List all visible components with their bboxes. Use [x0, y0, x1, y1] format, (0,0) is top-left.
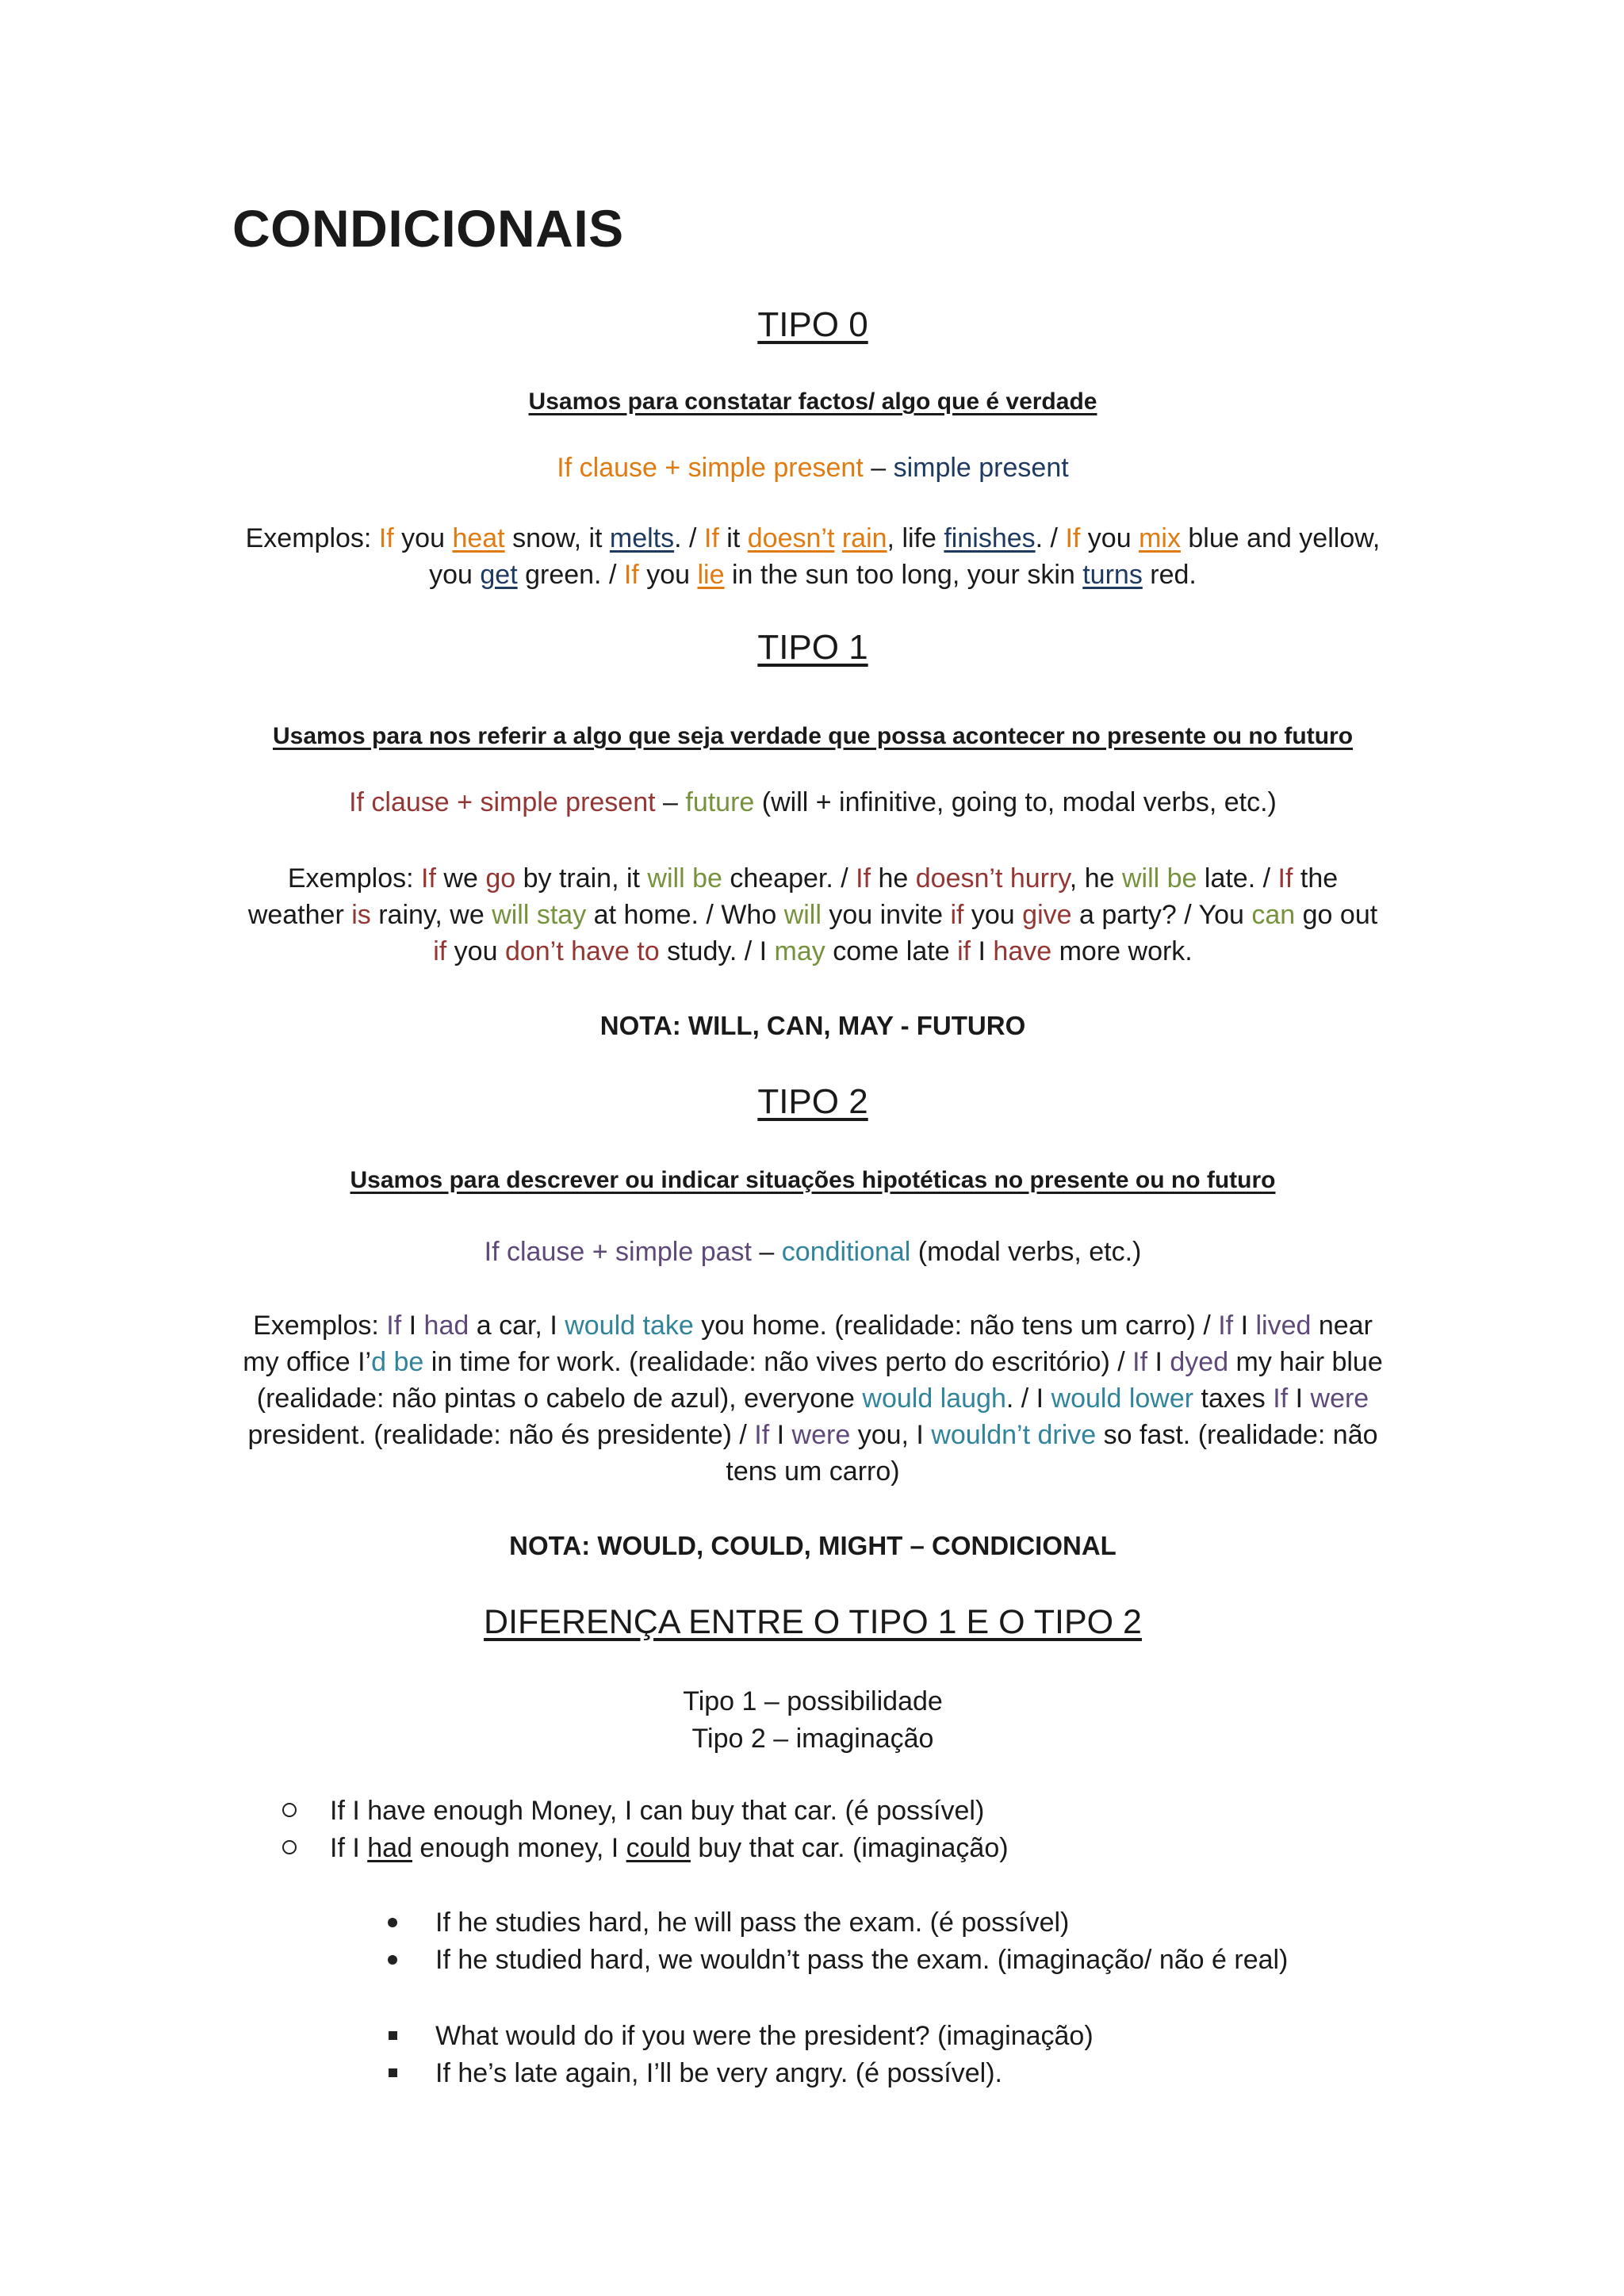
dot-bullet-icon: [388, 1955, 397, 1965]
highlighted-text: If: [1277, 863, 1293, 894]
highlighted-text: If: [421, 863, 436, 894]
text-run: I: [971, 936, 994, 966]
circle-bullet-icon: [282, 1840, 297, 1854]
highlighted-text: If: [856, 863, 871, 894]
text-run: near my office I’: [243, 1311, 1373, 1377]
formula-condition: If clause + simple past: [484, 1237, 752, 1267]
text-run: you: [1080, 523, 1139, 553]
text-run: I: [769, 1420, 792, 1450]
tipo1-heading: TIPO 1: [757, 628, 868, 667]
text-run: . /: [1035, 523, 1066, 553]
highlighted-text: will stay: [492, 900, 587, 930]
text-run: buy that car. (imaginação): [690, 1833, 1009, 1863]
list-item: [282, 1793, 1009, 1830]
text-run: by train, it: [515, 863, 648, 894]
formula-result: simple present: [893, 453, 1069, 483]
highlighted-text: if: [433, 936, 447, 966]
text-run: I: [1233, 1311, 1256, 1341]
list-item-text: If he’s late again, I’ll be very angry. (é possível).: [435, 2058, 1002, 2088]
text-run: taxes: [1193, 1383, 1274, 1414]
highlighted-text: would lower: [1051, 1383, 1194, 1414]
text-run: it: [718, 523, 748, 553]
highlighted-text: get: [480, 560, 518, 590]
text-run: , life: [887, 523, 944, 553]
text-run: a car, I: [469, 1311, 565, 1341]
list-item-text: If he studied hard, we wouldn’t pass the exam. (imaginação/ não é real): [435, 1945, 1289, 1975]
formula-result: conditional: [781, 1237, 911, 1267]
formula-dash: –: [863, 453, 894, 483]
text-run: you home. (realidade: não tens um carro) /: [693, 1311, 1219, 1341]
list-item: [386, 2055, 1094, 2092]
diferenca-tipo2-line: Tipo 2 – imaginação: [691, 1724, 934, 1754]
list-item: [386, 2018, 1094, 2055]
highlighted-text: If: [754, 1420, 770, 1450]
text-run: green. /: [517, 560, 624, 590]
text-run: cheaper. /: [722, 863, 856, 894]
text-run: [834, 523, 841, 553]
text-run: the weather: [247, 863, 1339, 930]
tipo1-formula: [214, 787, 1411, 818]
tipo2-formula: [214, 1237, 1411, 1268]
tipo2-examples: [238, 1307, 1388, 1490]
formula-dash: –: [751, 1237, 782, 1267]
highlighted-text: had: [423, 1311, 469, 1341]
highlighted-text: would laugh: [862, 1383, 1006, 1414]
tipo1-subtitle: Usamos para nos referir a algo que seja verdade que possa acontecer no presente ou no futuro: [272, 723, 1354, 749]
text-run: rainy, we: [370, 900, 492, 930]
square-bullet-icon: [389, 2031, 397, 2040]
highlighted-text: If: [378, 523, 394, 553]
text-run: If I have enough Money, I can buy that car. (é possível): [330, 1796, 985, 1826]
square-bullet-icon: [389, 2068, 397, 2077]
text-run: in the sun too long, your skin: [724, 560, 1083, 590]
text-run: you invite: [821, 900, 951, 930]
text-run: at home. / Who: [586, 900, 784, 930]
text-run: you: [638, 560, 698, 590]
text-run: , he: [1069, 863, 1122, 894]
list-item: [386, 1942, 1288, 1979]
highlighted-text: rain: [841, 523, 887, 553]
highlighted-text: would take: [565, 1311, 694, 1341]
highlighted-text: go: [485, 863, 516, 894]
list-item: [282, 1830, 1009, 1867]
tipo2-note: NOTA: WOULD, COULD, MIGHT – CONDICIONAL: [509, 1531, 1116, 1560]
text-run: late. /: [1197, 863, 1278, 894]
list-item: [386, 1904, 1288, 1942]
text-run: you: [393, 523, 453, 553]
list-item-text: [330, 1833, 1009, 1863]
highlighted-text: If: [386, 1311, 402, 1341]
text-run: . /: [674, 523, 704, 553]
text-run: president. (realidade: não és presidente) /: [247, 1420, 755, 1450]
text-run: more work.: [1051, 936, 1193, 966]
text-run: you: [963, 900, 1023, 930]
highlighted-text: don’t have to: [504, 936, 660, 966]
text-run: I: [1147, 1347, 1170, 1377]
highlighted-text: will be: [1121, 863, 1197, 894]
highlighted-text: give: [1022, 900, 1072, 930]
circle-bullet-icon: [282, 1803, 297, 1817]
highlighted-text: can: [1251, 900, 1296, 930]
text-run: study. / I: [659, 936, 775, 966]
formula-dash: –: [655, 787, 686, 817]
text-run: Exemplos:: [245, 523, 379, 553]
formula-extra: (will + infinitive, going to, modal verbs, etc.): [754, 787, 1277, 817]
tipo2-subtitle: Usamos para descrever ou indicar situações hipotéticas no presente ou no futuro: [350, 1167, 1276, 1193]
text-run: blue and yellow, you: [429, 523, 1381, 590]
highlighted-text: dyed: [1170, 1347, 1229, 1377]
highlighted-text: will be: [647, 863, 722, 894]
tipo0-formula: [214, 453, 1411, 484]
dot-bullet-list: [386, 1904, 1288, 1979]
highlighted-text: melts: [609, 523, 675, 553]
highlighted-text: doesn’t hurry: [915, 863, 1070, 894]
formula-condition: If clause + simple present: [349, 787, 656, 817]
square-bullet-list: [386, 2018, 1094, 2092]
circle-bullet-list: [282, 1793, 1009, 1867]
tipo0-heading: TIPO 0: [757, 305, 868, 344]
highlighted-text: could: [626, 1833, 691, 1863]
text-run: . / I: [1005, 1383, 1051, 1414]
tipo0-examples: [238, 520, 1388, 593]
text-run: in time for work. (realidade: não vives perto do escritório) /: [423, 1347, 1133, 1377]
list-item-text: [330, 1796, 984, 1826]
highlighted-text: have: [993, 936, 1052, 966]
highlighted-text: if: [957, 936, 971, 966]
text-run: I: [1288, 1383, 1311, 1414]
highlighted-text: lived: [1255, 1311, 1312, 1341]
highlighted-text: If: [1273, 1383, 1289, 1414]
highlighted-text: lie: [697, 560, 725, 590]
page-title: CONDICIONAIS: [232, 199, 624, 258]
text-run: so fast. (realidade: não tens um carro): [726, 1420, 1378, 1487]
highlighted-text: is: [351, 900, 371, 930]
highlighted-text: were: [1310, 1383, 1369, 1414]
text-run: you, I: [850, 1420, 932, 1450]
highlighted-text: If: [703, 523, 719, 553]
text-run: we: [435, 863, 486, 894]
text-run: my hair blue (realidade: não pintas o cabelo de azul), everyone: [256, 1347, 1383, 1414]
highlighted-text: If: [1218, 1311, 1234, 1341]
highlighted-text: if: [950, 900, 964, 930]
text-run: a party? / You: [1071, 900, 1252, 930]
tipo2-heading: TIPO 2: [757, 1082, 868, 1121]
highlighted-text: wouldn’t drive: [931, 1420, 1097, 1450]
text-run: he: [871, 863, 916, 894]
diferenca-tipo1-line: Tipo 1 – possibilidade: [683, 1686, 943, 1716]
text-run: go out: [1295, 900, 1378, 930]
highlighted-text: had: [367, 1833, 412, 1863]
highlighted-text: If: [623, 560, 639, 590]
list-item-text: If he studies hard, he will pass the exam. (é possível): [435, 1908, 1070, 1938]
text-run: Exemplos:: [253, 1311, 387, 1341]
highlighted-text: If: [1132, 1347, 1148, 1377]
highlighted-text: d be: [371, 1347, 424, 1377]
tipo1-examples: [238, 860, 1388, 970]
text-run: If I: [330, 1833, 368, 1863]
highlighted-text: If: [1065, 523, 1081, 553]
text-run: Exemplos:: [287, 863, 422, 894]
highlighted-text: turns: [1082, 560, 1143, 590]
dot-bullet-icon: [388, 1918, 397, 1927]
tipo0-subtitle: Usamos para constatar factos/ algo que é verdade: [528, 388, 1097, 415]
diferenca-heading: DIFERENÇA ENTRE O TIPO 1 E O TIPO 2: [484, 1603, 1142, 1641]
formula-extra: (modal verbs, etc.): [910, 1237, 1142, 1267]
tipo1-note: NOTA: WILL, CAN, MAY - FUTURO: [599, 1011, 1026, 1040]
list-item-text: What would do if you were the president? (imaginação): [435, 2021, 1094, 2051]
text-run: enough money, I: [412, 1833, 626, 1863]
formula-condition: If clause + simple present: [557, 453, 864, 483]
text-run: you: [446, 936, 505, 966]
text-run: come late: [825, 936, 958, 966]
text-run: snow, it: [504, 523, 610, 553]
text-run: I: [401, 1311, 424, 1341]
highlighted-text: were: [791, 1420, 851, 1450]
highlighted-text: will: [783, 900, 822, 930]
text-run: red.: [1142, 560, 1197, 590]
formula-result: future: [685, 787, 755, 817]
highlighted-text: doesn’t: [747, 523, 835, 553]
highlighted-text: may: [774, 936, 825, 966]
highlighted-text: heat: [452, 523, 505, 553]
highlighted-text: mix: [1139, 523, 1181, 553]
highlighted-text: finishes: [944, 523, 1036, 553]
